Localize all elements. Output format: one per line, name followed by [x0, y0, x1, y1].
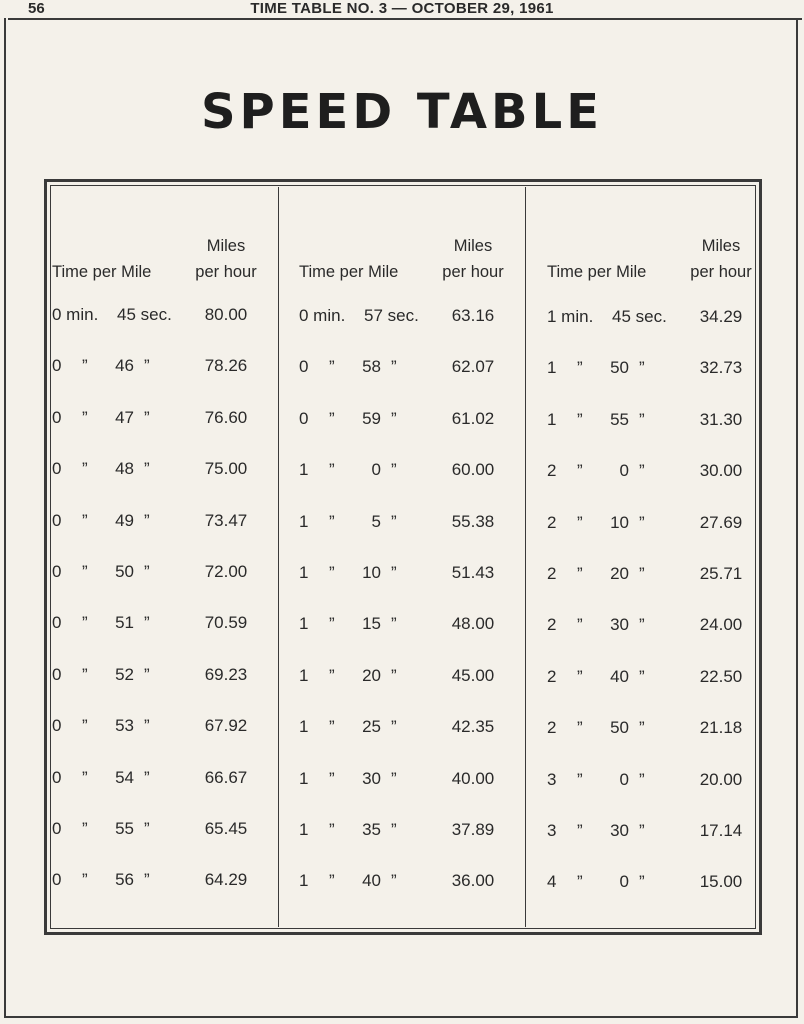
time-minutes: 1 — [299, 460, 309, 479]
speed-mph: 24.00 — [699, 615, 743, 634]
time-seconds: 54 — [115, 768, 134, 787]
ditto-mark: ” — [391, 460, 397, 479]
speed-mph: 30.00 — [699, 461, 743, 480]
time-minutes: 1 — [299, 563, 309, 582]
header-miles: Miles — [453, 237, 493, 255]
time-seconds: 30 — [362, 769, 381, 788]
ditto-mark: ” — [639, 461, 645, 480]
speed-mph: 60.00 — [451, 460, 495, 479]
header-per-hour: per hour — [442, 263, 504, 281]
speed-mph: 65.45 — [204, 819, 248, 838]
ditto-mark: ” — [144, 356, 150, 375]
speed-mph: 61.02 — [451, 409, 495, 428]
ditto-mark: ” — [144, 870, 150, 889]
time-seconds: 25 — [362, 717, 381, 736]
ditto-mark: ” — [144, 768, 150, 787]
time-minutes: 2 — [547, 564, 557, 583]
time-minutes: 1 — [299, 717, 309, 736]
time-seconds: 15 — [362, 614, 381, 633]
time-seconds: 59 — [362, 409, 381, 428]
time-minutes: 0 min. — [299, 306, 346, 325]
speed-mph: 69.23 — [204, 665, 248, 684]
time-minutes: 0 — [52, 870, 62, 889]
ditto-mark: ” — [391, 666, 397, 685]
speed-mph: 75.00 — [204, 459, 248, 478]
time-minutes: 0 — [52, 408, 62, 427]
header-time-per-mile: Time per Mile — [52, 263, 152, 281]
time-minutes: 1 — [299, 871, 309, 890]
time-minutes: 1 — [299, 614, 309, 633]
ditto-mark: ” — [577, 718, 583, 737]
ditto-mark: ” — [329, 512, 335, 531]
ditto-mark: ” — [144, 459, 150, 478]
ditto-mark: ” — [577, 821, 583, 840]
header-per-hour: per hour — [195, 263, 257, 281]
time-minutes: 0 — [299, 409, 309, 428]
time-minutes: 1 — [299, 666, 309, 685]
running-title: TIME TABLE NO. 3 — OCTOBER 29, 1961 — [250, 0, 554, 17]
ditto-mark: ” — [639, 718, 645, 737]
speed-mph: 62.07 — [451, 357, 495, 376]
ditto-mark: ” — [329, 409, 335, 428]
time-seconds: 50 — [610, 718, 629, 737]
column-divider — [525, 187, 526, 927]
time-minutes: 0 — [52, 613, 62, 632]
ditto-mark: ” — [639, 821, 645, 840]
ditto-mark: ” — [577, 513, 583, 532]
ditto-mark: ” — [82, 870, 88, 889]
time-minutes: 1 — [547, 410, 557, 429]
ditto-mark: ” — [577, 872, 583, 891]
ditto-mark: ” — [329, 563, 335, 582]
ditto-mark: ” — [577, 564, 583, 583]
time-minutes: 0 — [52, 562, 62, 581]
time-seconds: 40 — [610, 667, 629, 686]
time-seconds: 56 — [115, 870, 134, 889]
time-minutes: 0 — [299, 357, 309, 376]
speed-mph: 76.60 — [204, 408, 248, 427]
ditto-mark: ” — [639, 513, 645, 532]
ditto-mark: ” — [82, 356, 88, 375]
time-minutes: 0 — [52, 459, 62, 478]
time-minutes: 4 — [547, 872, 557, 891]
ditto-mark: ” — [639, 872, 645, 891]
time-minutes: 3 — [547, 770, 557, 789]
time-minutes: 0 — [52, 511, 62, 530]
speed-mph: 45.00 — [451, 666, 495, 685]
time-seconds: 10 — [610, 513, 629, 532]
time-seconds: 50 — [610, 358, 629, 377]
ditto-mark: ” — [391, 563, 397, 582]
page-number: 56 — [28, 0, 45, 17]
ditto-mark: ” — [82, 562, 88, 581]
time-seconds: 52 — [115, 665, 134, 684]
time-seconds: 46 — [115, 356, 134, 375]
time-minutes: 1 — [299, 769, 309, 788]
ditto-mark: ” — [144, 562, 150, 581]
time-seconds: 0 — [619, 461, 629, 480]
ditto-mark: ” — [329, 871, 335, 890]
speed-mph: 73.47 — [204, 511, 248, 530]
time-seconds: 53 — [115, 716, 134, 735]
time-seconds: 30 — [610, 615, 629, 634]
ditto-mark: ” — [639, 770, 645, 789]
time-seconds: 5 — [371, 512, 381, 531]
time-minutes: 2 — [547, 615, 557, 634]
time-minutes: 1 min. — [547, 307, 594, 326]
time-seconds: 55 — [115, 819, 134, 838]
ditto-mark: ” — [577, 770, 583, 789]
speed-table-inner-border — [50, 185, 756, 929]
ditto-mark: ” — [391, 614, 397, 633]
time-seconds: 49 — [115, 511, 134, 530]
ditto-mark: ” — [639, 410, 645, 429]
speed-mph: 36.00 — [451, 871, 495, 890]
time-seconds: 0 — [619, 770, 629, 789]
time-seconds: 10 — [362, 563, 381, 582]
ditto-mark: ” — [639, 358, 645, 377]
speed-table — [44, 179, 762, 935]
ditto-mark: ” — [329, 460, 335, 479]
ditto-mark: ” — [391, 357, 397, 376]
header-per-hour: per hour — [690, 263, 752, 281]
time-minutes: 0 — [52, 768, 62, 787]
time-minutes: 0 — [52, 819, 62, 838]
time-seconds: 48 — [115, 459, 134, 478]
time-minutes: 0 — [52, 716, 62, 735]
speed-mph: 34.29 — [699, 307, 743, 326]
ditto-mark: ” — [329, 717, 335, 736]
time-seconds: 40 — [362, 871, 381, 890]
ditto-mark: ” — [639, 667, 645, 686]
time-seconds: 35 — [362, 820, 381, 839]
ditto-mark: ” — [391, 409, 397, 428]
column-divider — [278, 187, 279, 927]
ditto-mark: ” — [329, 357, 335, 376]
speed-mph: 25.71 — [699, 564, 743, 583]
ditto-mark: ” — [144, 819, 150, 838]
ditto-mark: ” — [144, 408, 150, 427]
speed-mph: 31.30 — [699, 410, 743, 429]
speed-mph: 70.59 — [204, 613, 248, 632]
time-seconds: 47 — [115, 408, 134, 427]
ditto-mark: ” — [329, 614, 335, 633]
time-minutes: 3 — [547, 821, 557, 840]
speed-mph: 15.00 — [699, 872, 743, 891]
time-minutes: 0 min. — [52, 305, 99, 324]
speed-mph: 17.14 — [699, 821, 743, 840]
ditto-mark: ” — [144, 716, 150, 735]
time-minutes: 1 — [299, 512, 309, 531]
ditto-mark: ” — [391, 769, 397, 788]
header-time-per-mile: Time per Mile — [547, 263, 647, 281]
speed-mph: 64.29 — [204, 870, 248, 889]
ditto-mark: ” — [82, 819, 88, 838]
ditto-mark: ” — [82, 613, 88, 632]
speed-mph: 20.00 — [699, 770, 743, 789]
speed-mph: 66.67 — [204, 768, 248, 787]
time-minutes: 2 — [547, 667, 557, 686]
ditto-mark: ” — [82, 511, 88, 530]
speed-mph: 27.69 — [699, 513, 743, 532]
ditto-mark: ” — [329, 769, 335, 788]
time-minutes: 2 — [547, 718, 557, 737]
ditto-mark: ” — [391, 717, 397, 736]
time-seconds: 20 — [362, 666, 381, 685]
header-miles: Miles — [206, 237, 246, 255]
ditto-mark: ” — [329, 820, 335, 839]
time-seconds: 20 — [610, 564, 629, 583]
ditto-mark: ” — [144, 511, 150, 530]
ditto-mark: ” — [577, 667, 583, 686]
speed-mph: 22.50 — [699, 667, 743, 686]
ditto-mark: ” — [329, 666, 335, 685]
speed-mph: 48.00 — [451, 614, 495, 633]
speed-mph: 42.35 — [451, 717, 495, 736]
ditto-mark: ” — [577, 358, 583, 377]
ditto-mark: ” — [82, 768, 88, 787]
time-minutes: 2 — [547, 513, 557, 532]
ditto-mark: ” — [391, 871, 397, 890]
time-minutes: 1 — [547, 358, 557, 377]
time-seconds: 45 sec. — [612, 307, 667, 326]
speed-mph: 80.00 — [204, 305, 248, 324]
speed-mph: 72.00 — [204, 562, 248, 581]
speed-mph: 37.89 — [451, 820, 495, 839]
time-minutes: 1 — [299, 820, 309, 839]
speed-mph: 21.18 — [699, 718, 743, 737]
ditto-mark: ” — [391, 820, 397, 839]
ditto-mark: ” — [577, 461, 583, 480]
time-seconds: 55 — [610, 410, 629, 429]
page-title: SPEED TABLE — [200, 84, 603, 140]
time-seconds: 58 — [362, 357, 381, 376]
time-seconds: 50 — [115, 562, 134, 581]
speed-mph: 51.43 — [451, 563, 495, 582]
time-minutes: 0 — [52, 665, 62, 684]
speed-mph: 63.16 — [451, 306, 495, 325]
ditto-mark: ” — [82, 665, 88, 684]
ditto-mark: ” — [82, 408, 88, 427]
speed-mph: 78.26 — [204, 356, 248, 375]
ditto-mark: ” — [82, 716, 88, 735]
ditto-mark: ” — [577, 615, 583, 634]
time-seconds: 45 sec. — [117, 305, 172, 324]
speed-mph: 32.73 — [699, 358, 743, 377]
ditto-mark: ” — [82, 459, 88, 478]
time-seconds: 57 sec. — [364, 306, 419, 325]
header-miles: Miles — [701, 237, 741, 255]
ditto-mark: ” — [639, 615, 645, 634]
time-minutes: 2 — [547, 461, 557, 480]
time-seconds: 51 — [115, 613, 134, 632]
ditto-mark: ” — [144, 613, 150, 632]
ditto-mark: ” — [144, 665, 150, 684]
speed-mph: 55.38 — [451, 512, 495, 531]
speed-mph: 67.92 — [204, 716, 248, 735]
ditto-mark: ” — [577, 410, 583, 429]
time-minutes: 0 — [52, 356, 62, 375]
time-seconds: 30 — [610, 821, 629, 840]
ditto-mark: ” — [391, 512, 397, 531]
speed-mph: 40.00 — [451, 769, 495, 788]
time-seconds: 0 — [371, 460, 381, 479]
time-seconds: 0 — [619, 872, 629, 891]
ditto-mark: ” — [639, 564, 645, 583]
header-time-per-mile: Time per Mile — [299, 263, 399, 281]
